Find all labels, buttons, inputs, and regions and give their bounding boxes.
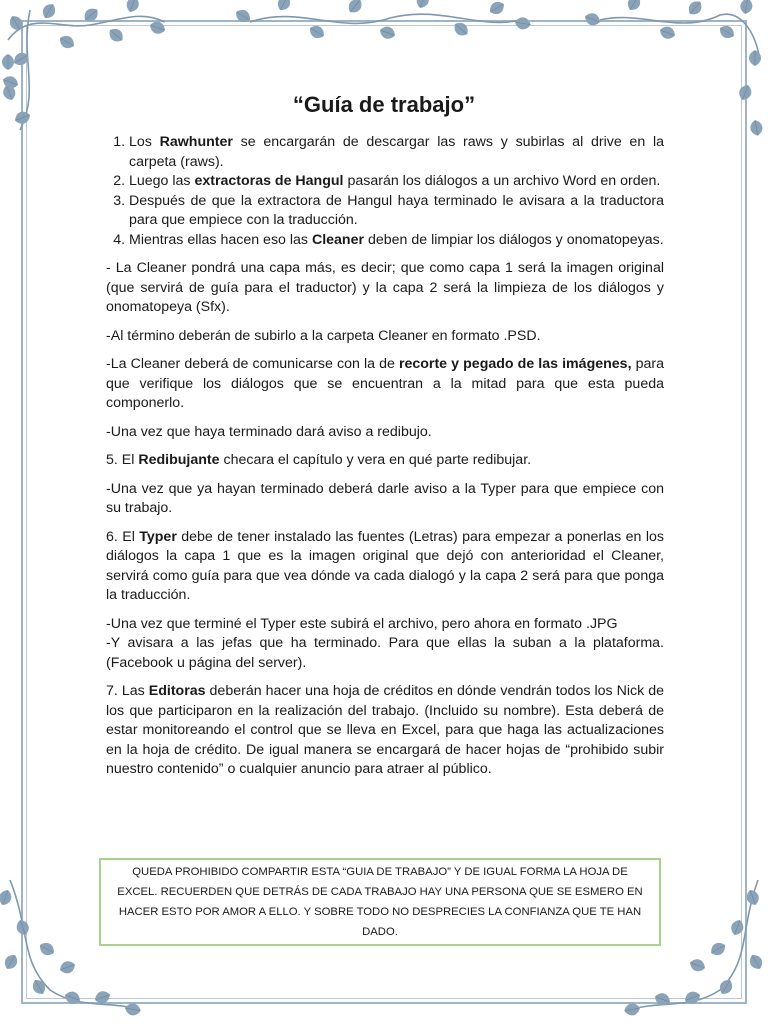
leaf-ornament (233, 7, 253, 25)
leaf-ornament (685, 0, 704, 18)
leaf-ornament (2, 952, 20, 972)
leaf-ornament (487, 0, 507, 17)
leaf-ornament (514, 16, 532, 31)
notice-text: QUEDA PROHIBIDO COMPARTIR ESTA “GUIA DE TRABAJO” Y DE IGUAL FORMA LA HOJA DE EXCEL. RECUERDEN QUE DETRÁS DE CADA TRABAJO HAY UNA PERSONA QUE SE ESMERO EN HACER ESTO POR AMOR A ELLO. Y SOBRE TODO NO DESPRECIES LA CONFIANZA QUE TE HAN DADO. (117, 866, 643, 938)
leaf-ornament (7, 13, 25, 33)
leaf-ornament (1, 74, 20, 91)
leaf-ornament (744, 888, 761, 907)
paragraph: -La Cleaner deberá de comunicarse con la de recorte y pegado de las imágenes, para que verifique los diálogos que se encuentran a la mitad para que esta pueda componerlo. (106, 356, 664, 411)
leaf-ornament (0, 888, 14, 907)
paragraph: -Una vez que terminé el Typer este subirá el archivo, pero ahora en formato .JPG (106, 615, 618, 632)
list-item: 1. Los Rawhunter se encargarán de descargar las raws y subirlas al drive en la carpeta (raws). (129, 133, 664, 172)
leaf-ornament (57, 33, 77, 51)
leaf-ornament (2, 54, 14, 70)
leaf-ornament (623, 1002, 641, 1017)
leaf-ornament (729, 918, 746, 937)
paragraph: -Una vez que ya hayan terminado deberá darle aviso a la Typer para que empiece con su trabajo. (106, 480, 664, 516)
paragraph: 5. El Redibujante checara el capítulo y vera en qué parte redibujar. (106, 452, 532, 468)
leaf-ornament (708, 940, 728, 958)
leaf-ornament (124, 0, 141, 14)
vine-stem (600, 14, 760, 60)
leaf-ornament (37, 940, 57, 958)
list-item: 2. Luego las extractoras de Hangul pasarán los diálogos a un archivo Word en orden. (129, 172, 664, 192)
leaf-ornament (451, 19, 471, 38)
leaf-ornament (307, 23, 327, 41)
leaf-ornament (688, 957, 707, 974)
list-item: 4. Mientras ellas hacen eso las Cleaner deben de limpiar los diálogos y onomatopeyas. (129, 231, 664, 251)
vine-stem (250, 14, 520, 23)
leaf-ornament (414, 0, 431, 10)
leaf-ornament (106, 25, 126, 44)
leaf-ornament (30, 977, 48, 997)
paragraph: - La Cleaner pondrá una capa más, es decir; que como capa 1 será la imagen original (que servirá de guía para el traductor) y la capa 2 será la limpieza de los diálogos y onomatopeya (Sfx). (106, 260, 664, 315)
leaf-ornament (717, 977, 735, 997)
list-item: 3. Después de que la extractora de Hangul haya terminado le avisara a la traductora para que empiece con la traducción. (129, 192, 664, 231)
paragraph: 7. Las Editoras deberán hacer una hoja de créditos en dónde vendrán todos los Nick de los que participaron en la realización del trabajo. (Incluido su nombre). Esta deberá de estar monitoreando el control que se lleva en Excel, para que haga las actualizaciones en la hoja de crédito. De igual manera se encargará de hacer hojas de “prohibido subir nuestro contenido” o cualquier anuncio para atraer al público. (106, 683, 664, 777)
leaf-ornament (625, 0, 643, 13)
leaf-ornament (749, 119, 764, 137)
leaf-ornament (124, 1002, 142, 1017)
leaf-ornament (583, 11, 602, 28)
document-title: “Guía de trabajo” (292, 92, 476, 117)
notice-box (99, 858, 661, 946)
leaf-ornament (345, 0, 364, 16)
paragraph: -Y avisara a las jefas que ha terminado. Para que ellas la suban a la plataforma. (Facebook u página del server). (106, 635, 664, 671)
leaf-ornament (658, 24, 677, 41)
paragraph: -Al término deberán de subirlo a la carpeta Cleaner en formato .PSD. (106, 327, 541, 344)
paragraph: -Una vez que haya terminado dará aviso a redibujo. (106, 423, 432, 440)
leaf-ornament (275, 0, 293, 13)
leaf-ornament (58, 959, 77, 976)
document-body (106, 133, 664, 780)
leaf-ornament (717, 23, 737, 41)
leaf-ornament (739, 0, 754, 15)
leaf-ornament (63, 989, 82, 1006)
leaf-ornament (14, 918, 31, 937)
leaf-ornament (683, 989, 702, 1006)
leaf-ornament (40, 1, 58, 21)
leaf-ornament (378, 24, 397, 41)
leaf-ornament (81, 5, 101, 24)
leaf-ornament (747, 952, 765, 972)
paragraph: 6. El Typer debe de tener instalado las fuentes (Letras) para empezar a ponerlas en los diálogos la capa 1 que es la imagen original que dejó con anterioridad el Cleaner, servirá como guía para que vea dónde va cada dialogó y la capa 2 será para que ponga la traducción. (106, 528, 664, 603)
task-list (106, 133, 664, 250)
